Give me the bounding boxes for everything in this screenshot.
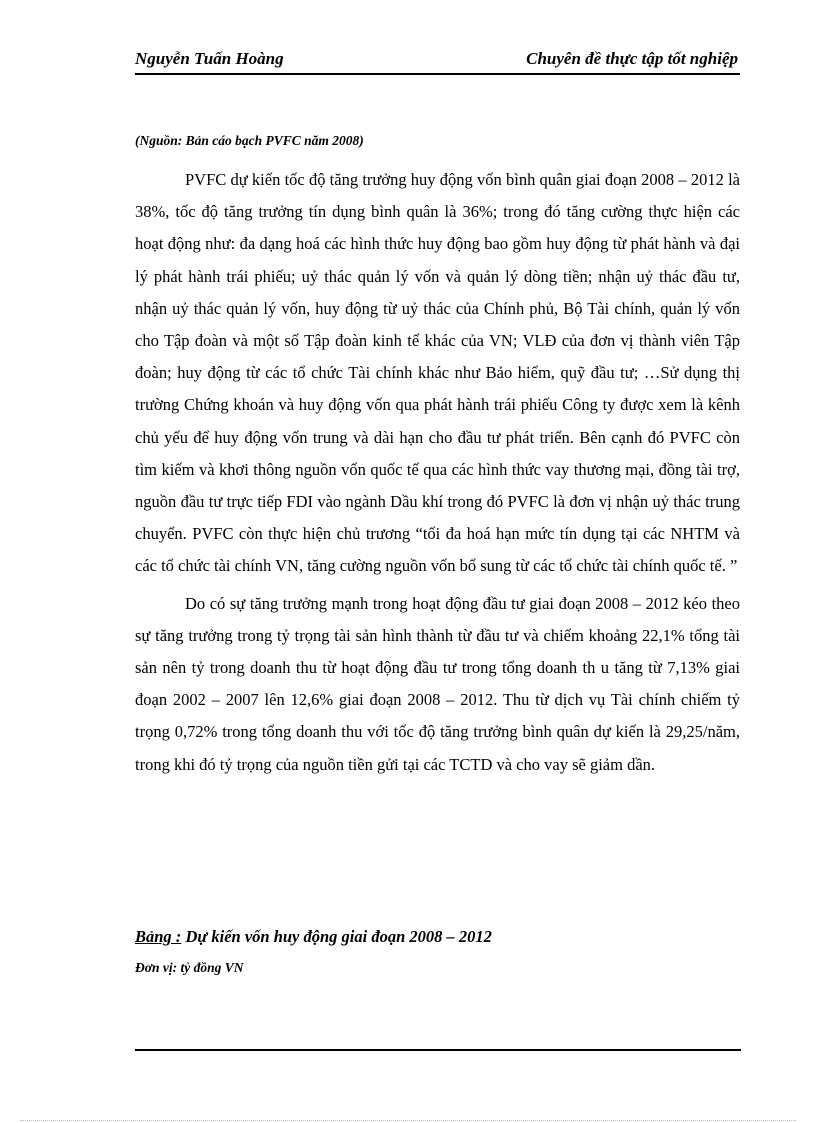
header-subject: Chuyên đề thực tập tốt nghiệp <box>526 49 738 68</box>
unit-note: Đơn vị: tỷ đồng VN <box>135 960 244 975</box>
page-header <box>135 47 740 75</box>
paragraph-funding-plan: PVFC dự kiến tốc độ tăng trưởng huy động vốn bình quân giai đoạn 2008 – 2012 là 38%, tốc độ tăng trưởng tín dụng bình quân là 36%; trong đó tăng cường thực hiện các hoạt động như: đa dạng hoá các hình thức huy động bao gồm huy động từ phát hành và đại lý phát hành trái phiếu; uỷ thác quản lý vốn và quản lý dòng tiền; nhận uỷ thác đầu tư, nhận uỷ thác quản lý vốn, huy động từ uỷ thác của Chính phủ, Bộ Tài chính, quản lý vốn cho Tập đoàn và một số Tập đoàn kinh tế khác của VN; VLĐ của đơn vị thành viên Tập đoàn; huy động từ các tổ chức Tài chính khác như Bảo hiểm, quỹ đầu tư; …Sử dụng thị trường Chứng khoán và huy động vốn qua phát hành trái phiếu Công ty được xem là kênh chủ yếu để huy động vốn trung và dài hạn cho đầu tư phát triển. Bên cạnh đó PVFC còn tìm kiếm và khơi thông nguồn vốn quốc tế qua các hình thức vay thương mại, đồng tài trợ, nguồn đầu tư trực tiếp FDI vào ngành Dầu khí trong đó PVFC là đơn vị nhận uỷ thác trung chuyển. PVFC còn thực hiện chủ trương “tối đa hoá hạn mức tín dụng tại các NHTM và các tổ chức tài chính VN, tăng cường nguồn vốn bổ sung từ các tổ chức tài chính quốc tế. ” <box>135 170 740 576</box>
page-edge-divider <box>20 1120 796 1121</box>
table-caption <box>135 927 492 947</box>
paragraph-revenue-growth: Do có sự tăng trưởng mạnh trong hoạt động đầu tư giai đoạn 2008 – 2012 kéo theo sự tăng trưởng trong tỷ trọng tài sản hình thành từ đầu tư và chiếm khoảng 22,1% tổng tài sản nên tỷ trong doanh thu từ hoạt động đầu tư trong tổng doanh th u tăng từ 7,13% giai đoạn 2002 – 2007 lên 12,6% giai đoạn 2008 – 2012. Thu từ dịch vụ Tài chính chiếm tỷ trọng 0,72% trong tổng doanh thu với tốc độ tăng trưởng bình quân dự kiến là 29,25/năm, trong khi đó tỷ trọng của nguồn tiền gửi tại các TCTD và cho vay sẽ giảm dần. <box>135 593 740 774</box>
table-caption-title: Dự kiến vốn huy động giai đoạn 2008 – 2012 <box>181 927 492 946</box>
header-author: Nguyễn Tuấn Hoàng <box>135 49 284 68</box>
body-text <box>135 164 740 786</box>
footer-divider <box>135 1049 741 1051</box>
table-caption-label: Bảng : <box>135 927 182 946</box>
source-note: (Nguồn: Bản cáo bạch PVFC năm 2008) <box>135 133 364 148</box>
